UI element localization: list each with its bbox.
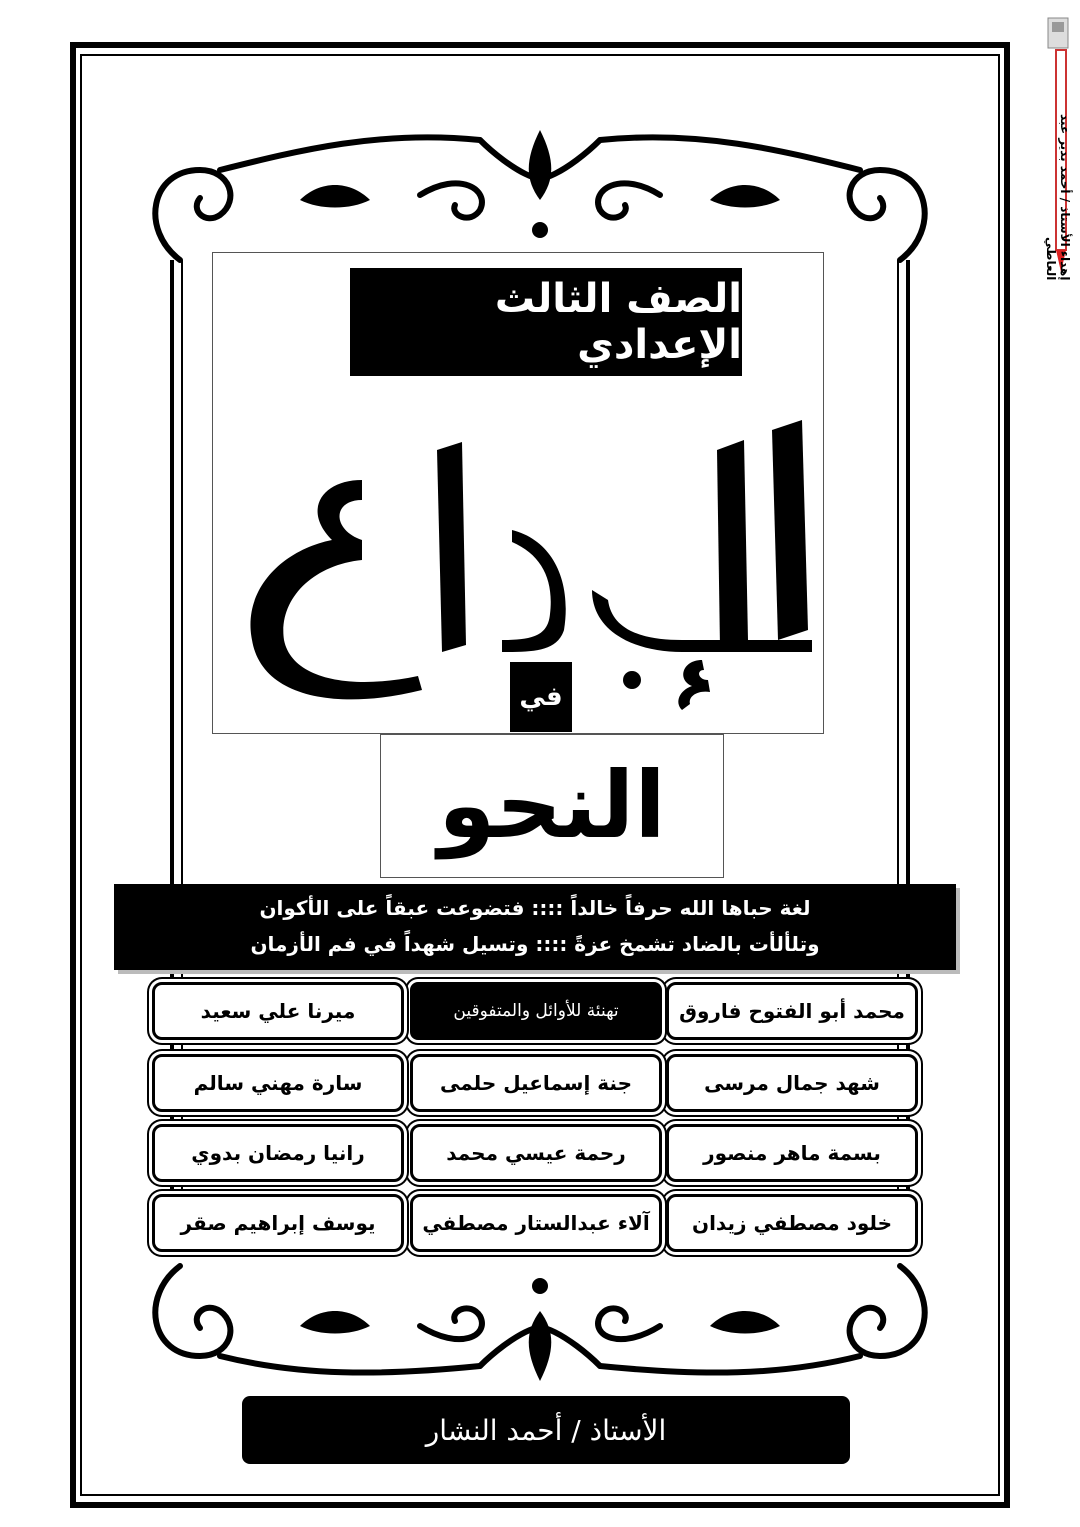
- congrats-label: تهنئة للأوائل والمتفوقين: [410, 982, 662, 1040]
- honoree-name: شهد جمال مرسى: [666, 1054, 918, 1112]
- honoree-name: جنة إسماعيل حلمى: [410, 1054, 662, 1112]
- subject-title: النحو: [438, 751, 666, 859]
- honoree-name: ميرنا علي سعيد: [152, 982, 404, 1040]
- honoree-name: محمد أبو الفتوح فاروق: [666, 982, 918, 1040]
- honoree-name: آلاء عبدالستار مصطفي: [410, 1194, 662, 1252]
- honoree-name: خلود مصطفي زيدان: [666, 1194, 918, 1252]
- honoree-name: رانيا رمضان بدوي: [152, 1124, 404, 1182]
- honoree-name: سارة مهني سالم: [152, 1054, 404, 1112]
- side-stamp-text: إهداء الأستاذ / أحمد بدير عبد العاطي: [1044, 113, 1072, 280]
- honoree-name: بسمة ماهر منصور: [666, 1124, 918, 1182]
- side-stamp: [1008, 10, 1074, 280]
- poem-line-2: وتلألأت بالضاد تشمخ عزةً :::: وتسيل شهداً في فم الأزمان: [250, 932, 820, 956]
- preposition-badge: في: [510, 662, 572, 732]
- top-ornament: [120, 110, 960, 270]
- honoree-name: يوسف إبراهيم صقر: [152, 1194, 404, 1252]
- poem-banner: [114, 884, 956, 970]
- teacher-name-banner: الأستاذ / أحمد النشار: [242, 1396, 850, 1464]
- poem-line-1: لغة حباها الله حرفاً خالداً :::: فتضوعت عبقاً على الأكوان: [259, 896, 811, 920]
- grade-title: الصف الثالث الإعدادي: [350, 268, 742, 376]
- honoree-name: رحمة عيسي محمد: [410, 1124, 662, 1182]
- bottom-ornament: [120, 1256, 960, 1386]
